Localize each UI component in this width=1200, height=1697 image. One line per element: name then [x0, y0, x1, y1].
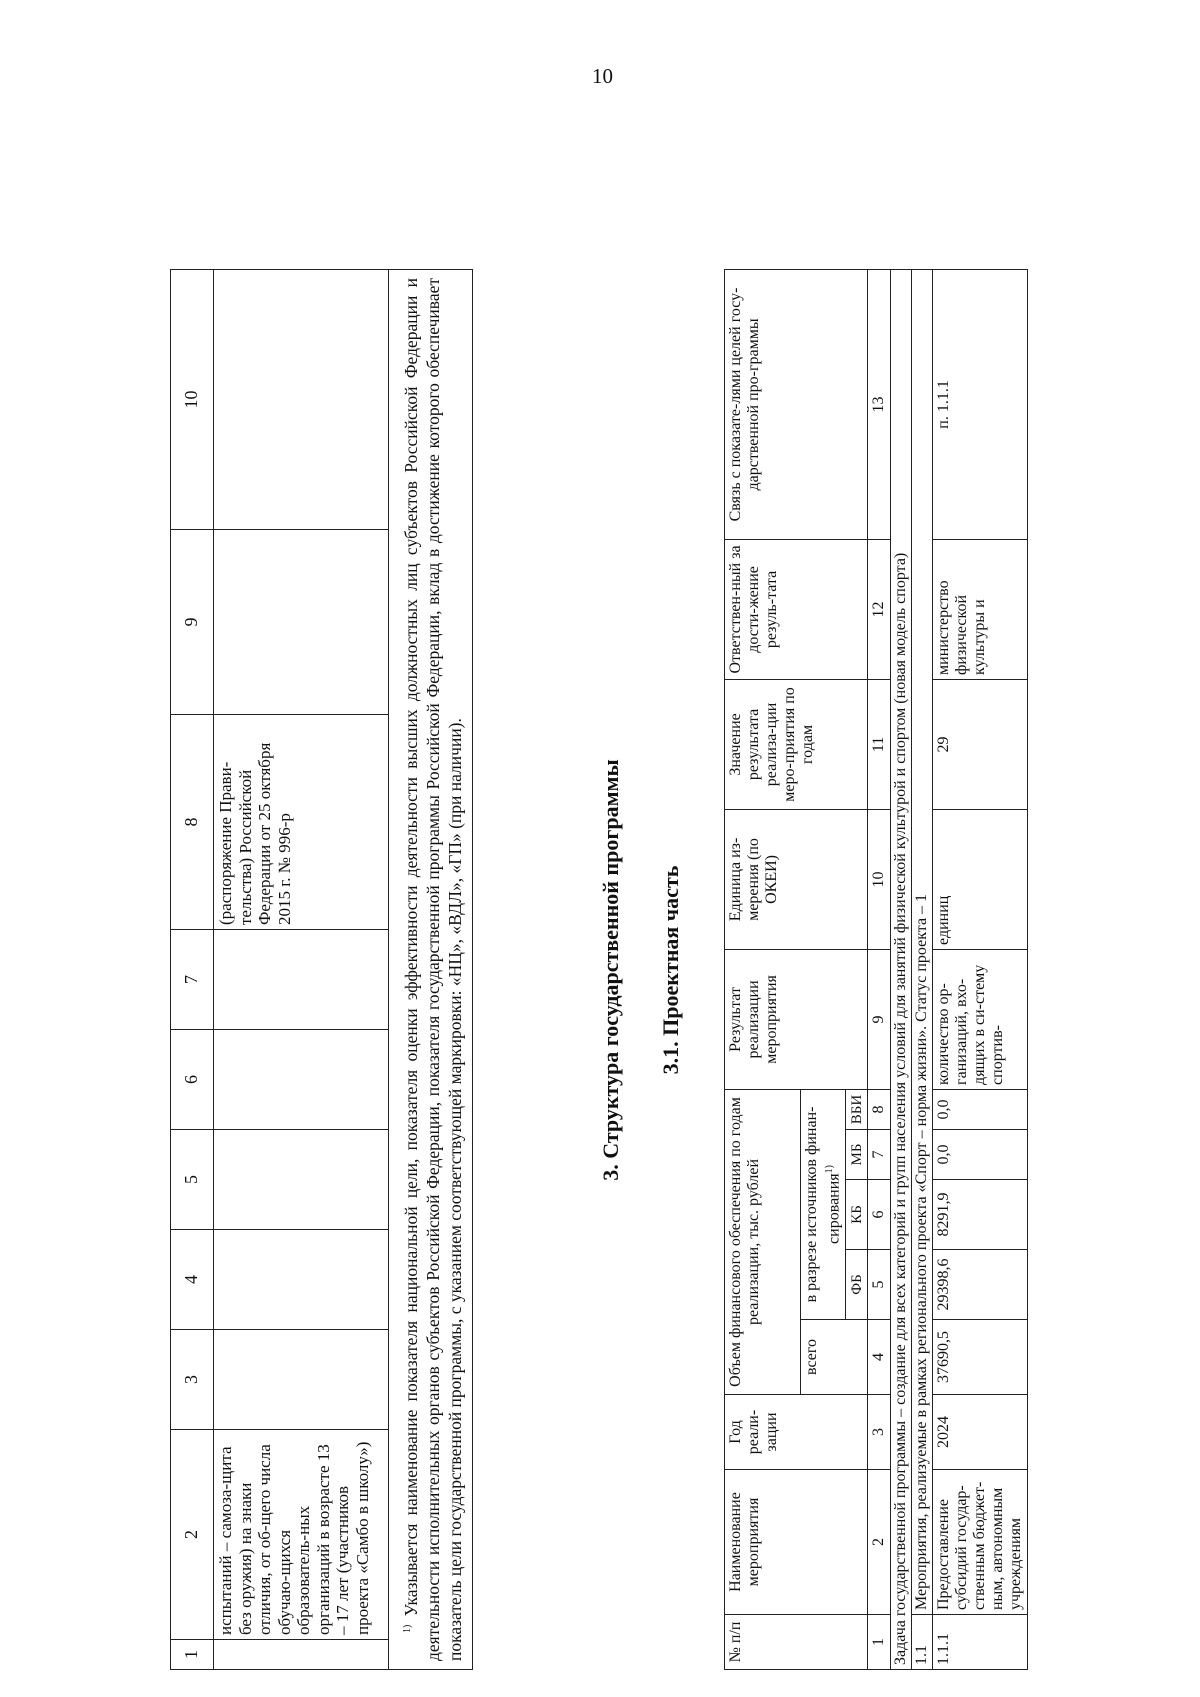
header-by-source-mark: 1): [824, 1165, 835, 1174]
section-title: 3. Структура государственной программы: [598, 759, 623, 1181]
col-header: 1: [171, 1640, 214, 1670]
row-kb: 8291,9: [933, 1180, 1028, 1250]
col-header: 10: [171, 270, 214, 530]
header-result: Результат реализации мероприятия: [725, 949, 868, 1089]
header-by-source-text: в разрезе источников финан-сирования: [803, 1106, 843, 1303]
col-number: 1: [868, 1615, 891, 1670]
col-header: 3: [171, 1330, 214, 1430]
col-number: 7: [868, 1130, 891, 1180]
page-number: 10: [592, 64, 613, 88]
header-year: Год реали-зации: [725, 1395, 868, 1470]
col-number: 9: [868, 949, 891, 1089]
row-link: п. 1.1.1: [933, 269, 1028, 539]
table-cell: [214, 1230, 389, 1330]
group-row: [912, 269, 933, 1669]
row-total: 37690,5: [933, 1320, 1028, 1395]
footnote-text: Указывается наименование показателя национальной цели, показателя оценки эффективности деятельности высших должностных лиц субъектов Российской Федерации и деятельности исполнительных органов субъектов Российской Федерации, показателя государственной программы Российской Федерации, вклад в достижение которого обеспечивает показатель цели государственной программы, с указанием соответствующей маркировки: «НЦ», «ВДЛ», «ГП» (при наличии).: [400, 278, 465, 1661]
column-numbers-row: [868, 269, 891, 1669]
col-number: 6: [868, 1180, 891, 1250]
col-header: 6: [171, 1030, 214, 1130]
task-text: Задача государственной программы – создание для всех категорий и групп населения условий для занятий физической культурой и спортом (новая модель спорта): [891, 269, 912, 1669]
row-num: 1.1.1: [933, 1615, 1028, 1670]
table-row: [933, 269, 1028, 1669]
header-fb: ФБ: [846, 1250, 868, 1320]
table-cell: [214, 1130, 389, 1230]
header-link: Связь с показате-лями целей госу-дарственной про-граммы: [725, 269, 868, 539]
header-name: Наименование мероприятия: [725, 1470, 868, 1615]
col-header: 9: [171, 530, 214, 715]
col-header: 4: [171, 1230, 214, 1330]
group-num: 1.1: [912, 1615, 933, 1670]
table-row: [214, 270, 389, 1670]
col-number: 4: [868, 1320, 891, 1395]
header-vbi: ВБИ: [846, 1089, 868, 1129]
col-header: 8: [171, 715, 214, 930]
col-header: 2: [171, 1430, 214, 1640]
table-cell: [214, 270, 389, 530]
col-number: 10: [868, 809, 891, 949]
col-header: 5: [171, 1130, 214, 1230]
table-cell: [214, 530, 389, 715]
header-value: Значение результата реализа-ции меро-приятия по годам: [725, 679, 868, 809]
header-total: всего: [801, 1320, 868, 1395]
table-cell: [214, 1640, 389, 1670]
col-number: 2: [868, 1470, 891, 1615]
subsection-title: 3.1. Проектная часть: [658, 865, 683, 1075]
task-row: [891, 269, 912, 1669]
table-cell: [214, 1330, 389, 1430]
table-cell: [214, 1030, 389, 1130]
header-num: № п/п: [725, 1615, 868, 1670]
footnote-mark: 1): [402, 1624, 413, 1633]
row-year: 2024: [933, 1395, 1028, 1470]
indicators-table-continuation: [170, 269, 473, 1670]
row-name: Предоставление субсидий государ-ственным бюджет-ным, автономным учреждениям: [933, 1470, 1028, 1615]
col-number: 13: [868, 269, 891, 539]
header-unit: Единица из-мерения (по ОКЕИ): [725, 809, 868, 949]
project-part-table: [724, 269, 1028, 1670]
row-fb: 29398,6: [933, 1250, 1028, 1320]
header-kb: КБ: [846, 1180, 868, 1250]
table-cell: [214, 930, 389, 1030]
row-unit: единиц: [933, 809, 1028, 949]
col-number: 5: [868, 1250, 891, 1320]
header-by-source: [801, 1089, 846, 1319]
footnote: [389, 270, 473, 1670]
footnote-row: [389, 270, 473, 1670]
legal-basis-cell: (распоряжение Прави-тельства) Российской Федерации от 25 октября 2015 г. № 996-р: [214, 715, 389, 930]
row-responsible: министерство физической культуры и: [933, 539, 1028, 679]
indicator-name-cell: испытаний – самоза-щита без оружия) на знаки отличия, от об-щего числа обучаю-щихся образователь-ных организаций в возрасте 13 – 17 лет (участников проекта «Самбо в школу»): [214, 1430, 389, 1640]
col-number: 12: [868, 539, 891, 679]
top-table-header-row: [171, 270, 214, 1670]
rotated-page-content: [170, 270, 1170, 1670]
header-responsible: Ответствен-ный за дости-жение резуль-тата: [725, 539, 868, 679]
header-row: [725, 269, 801, 1669]
col-number: 8: [868, 1089, 891, 1129]
row-mb: 0,0: [933, 1130, 1028, 1180]
row-value: 29: [933, 679, 1028, 809]
col-number: 3: [868, 1395, 891, 1470]
row-result: количество ор-ганизаций, вхо-дящих в си-стему спортив-: [933, 949, 1028, 1089]
header-mb: МБ: [846, 1130, 868, 1180]
header-volume: Объем финансового обеспечения по годам реализации, тыс. рублей: [725, 1089, 801, 1394]
col-header: 7: [171, 930, 214, 1030]
col-number: 11: [868, 679, 891, 809]
group-text: Мероприятия, реализуемые в рамках регионального проекта «Спорт – норма жизни». Статус проекта – 1: [912, 269, 933, 1614]
row-vbi: 0,0: [933, 1089, 1028, 1129]
